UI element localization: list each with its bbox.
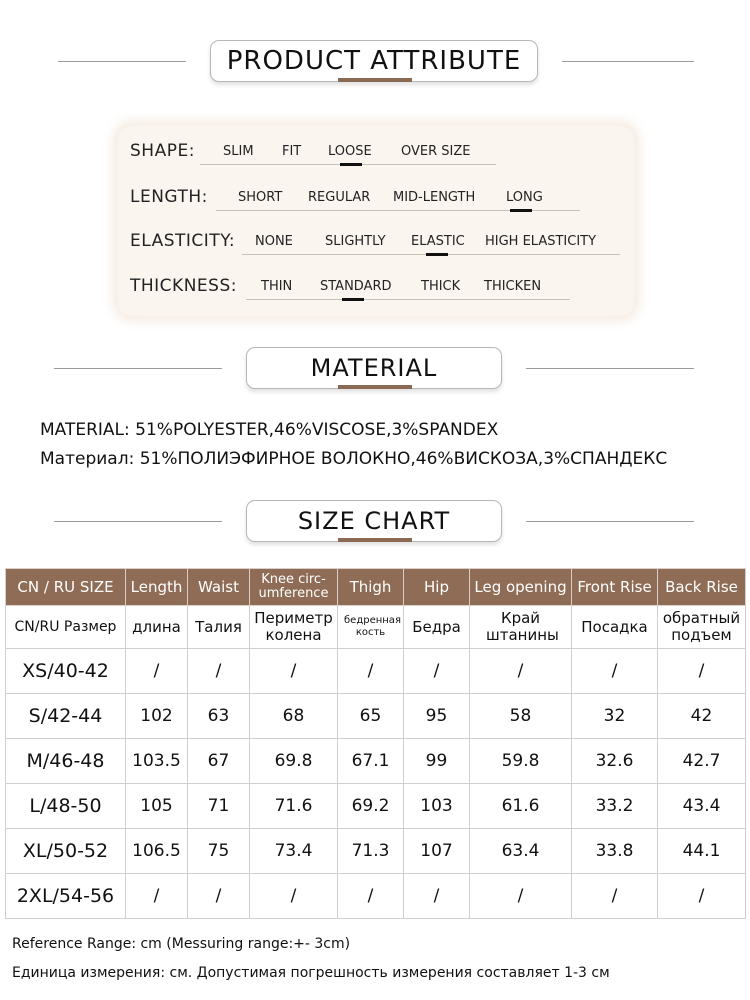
size-cell: 2XL/54-56 — [6, 874, 126, 919]
elasticity-option-none: NONE — [255, 234, 293, 249]
header-ru-leg-opening: Край штанины — [470, 606, 572, 649]
section-title: MATERIAL — [246, 347, 502, 389]
size-cell: XS/40-42 — [6, 649, 126, 694]
table-cell: 95 — [404, 694, 470, 739]
header-ru-front-rise: Посадка — [572, 606, 658, 649]
table-cell: 43.4 — [658, 784, 746, 829]
table-cell: / — [404, 649, 470, 694]
size-chart-table — [5, 568, 746, 919]
shape-option-slim: SLIM — [223, 144, 254, 159]
table-cell: 106.5 — [126, 829, 188, 874]
attribute-panel — [118, 126, 634, 316]
table-cell: 44.1 — [658, 829, 746, 874]
reference-range-en: Reference Range: cm (Messuring range:+- 3cm) — [12, 936, 351, 952]
table-cell: 61.6 — [470, 784, 572, 829]
row-rule — [246, 299, 570, 300]
table-row — [6, 829, 746, 874]
length-option-mid-length: MID-LENGTH — [393, 190, 476, 205]
table-cell: 68 — [250, 694, 338, 739]
table-cell: 58 — [470, 694, 572, 739]
header-waist: Waist — [188, 569, 250, 606]
thickness-option-thicken: THICKEN — [484, 279, 542, 294]
table-cell: / — [188, 649, 250, 694]
elasticity-label: ELASTICITY: — [130, 231, 236, 251]
header-back-rise: Back Rise — [658, 569, 746, 606]
elasticity-option-elastic: ELASTIC — [411, 234, 465, 249]
header-hip: Hip — [404, 569, 470, 606]
material-en-value: 51%POLYESTER,46%VISCOSE,3%SPANDEX — [135, 420, 499, 440]
header-ru-hip: Бедра — [404, 606, 470, 649]
header-divider-right — [562, 61, 694, 62]
elasticity-option-slightly: SLIGHTLY — [325, 234, 386, 249]
thickness-option-thick: THICK — [421, 279, 461, 294]
table-cell: 63.4 — [470, 829, 572, 874]
header-knee: Knee circ-umference — [250, 569, 338, 606]
table-cell: / — [470, 874, 572, 919]
title-accent-bar — [338, 385, 412, 389]
reference-range-ru: Единица измерения: см. Допустимая погрешность измерения составляет 1-3 см — [12, 965, 610, 981]
table-cell: / — [126, 874, 188, 919]
product-attribute-header — [0, 40, 750, 84]
elasticity-selected-marker — [426, 253, 448, 256]
section-title: SIZE CHART — [246, 500, 502, 542]
table-row — [6, 784, 746, 829]
table-cell: 32 — [572, 694, 658, 739]
table-cell: 99 — [404, 739, 470, 784]
header-leg-opening: Leg opening — [470, 569, 572, 606]
table-cell: 42.7 — [658, 739, 746, 784]
table-cell: 102 — [126, 694, 188, 739]
elasticity-option-high-elasticity: HIGH ELASTICITY — [485, 234, 597, 249]
length-selected-marker — [510, 209, 532, 212]
header-divider-right — [526, 521, 694, 522]
table-cell: / — [250, 649, 338, 694]
table-cell: / — [470, 649, 572, 694]
header-size: CN / RU SIZE — [6, 569, 126, 606]
thickness-option-standard: STANDARD — [320, 279, 392, 294]
length-option-regular: REGULAR — [308, 190, 371, 205]
header-ru-length: длина — [126, 606, 188, 649]
shape-option-over-size: OVER SIZE — [401, 144, 471, 159]
table-cell: / — [338, 649, 404, 694]
table-cell: / — [126, 649, 188, 694]
material-en-label: MATERIAL: — [40, 420, 130, 440]
table-cell: / — [188, 874, 250, 919]
table-cell: 67 — [188, 739, 250, 784]
table-cell: 69.8 — [250, 739, 338, 784]
table-cell: / — [658, 649, 746, 694]
length-option-long: LONG — [506, 190, 543, 205]
thickness-selected-marker — [342, 298, 364, 301]
size-cell: L/48-50 — [6, 784, 126, 829]
shape-row — [118, 135, 634, 165]
material-en-line — [40, 420, 498, 440]
material-ru-value: 51%ПОЛИЭФИРНОЕ ВОЛОКНО,46%ВИСКОЗА,3%СПАНДЕКС — [139, 449, 668, 469]
table-cell: 103 — [404, 784, 470, 829]
section-title: PRODUCT ATTRIBUTE — [210, 40, 538, 82]
table-cell: 71.3 — [338, 829, 404, 874]
table-cell: 71 — [188, 784, 250, 829]
material-header — [0, 347, 750, 391]
size-cell: S/42-44 — [6, 694, 126, 739]
table-row — [6, 739, 746, 784]
table-row — [6, 649, 746, 694]
table-cell: 107 — [404, 829, 470, 874]
material-ru-label: Материал: — [40, 449, 135, 469]
header-divider-left — [58, 61, 186, 62]
thickness-label: THICKNESS: — [130, 276, 237, 296]
length-option-short: SHORT — [238, 190, 283, 205]
header-divider-left — [54, 368, 222, 369]
shape-label: SHAPE: — [130, 141, 195, 161]
title-accent-bar — [338, 538, 412, 542]
table-cell: / — [338, 874, 404, 919]
table-cell: 32.6 — [572, 739, 658, 784]
header-ru-back-rise: обратный подъем — [658, 606, 746, 649]
table-header-ru-row — [6, 606, 746, 649]
table-row — [6, 874, 746, 919]
header-thigh: Thigh — [338, 569, 404, 606]
thickness-option-thin: THIN — [261, 279, 293, 294]
table-cell: 105 — [126, 784, 188, 829]
header-ru-size: CN/RU Размер — [6, 606, 126, 649]
table-cell: 67.1 — [338, 739, 404, 784]
table-cell: / — [658, 874, 746, 919]
table-cell: 103.5 — [126, 739, 188, 784]
header-ru-waist: Талия — [188, 606, 250, 649]
table-row — [6, 694, 746, 739]
table-cell: 69.2 — [338, 784, 404, 829]
header-divider-left — [54, 521, 222, 522]
table-cell: 73.4 — [250, 829, 338, 874]
table-cell: / — [404, 874, 470, 919]
header-length: Length — [126, 569, 188, 606]
table-cell: 33.2 — [572, 784, 658, 829]
thickness-row — [118, 270, 634, 300]
table-cell: 42 — [658, 694, 746, 739]
table-cell: / — [572, 874, 658, 919]
header-front-rise: Front Rise — [572, 569, 658, 606]
length-label: LENGTH: — [130, 187, 208, 207]
table-cell: / — [250, 874, 338, 919]
shape-option-loose: LOOSE — [328, 144, 372, 159]
table-cell: 63 — [188, 694, 250, 739]
table-cell: 75 — [188, 829, 250, 874]
title-accent-bar — [338, 78, 412, 82]
table-cell: 65 — [338, 694, 404, 739]
table-cell: 59.8 — [470, 739, 572, 784]
size-cell: M/46-48 — [6, 739, 126, 784]
header-divider-right — [526, 368, 694, 369]
shape-selected-marker — [340, 163, 362, 166]
length-row — [118, 181, 634, 211]
shape-option-fit: FIT — [282, 144, 302, 159]
header-ru-knee: Периметр колена — [250, 606, 338, 649]
table-cell: / — [572, 649, 658, 694]
material-ru-line — [40, 449, 667, 469]
table-cell: 71.6 — [250, 784, 338, 829]
table-header-row — [6, 569, 746, 606]
header-ru-thigh: бедренная кость — [338, 606, 404, 649]
size-cell: XL/50-52 — [6, 829, 126, 874]
table-cell: 33.8 — [572, 829, 658, 874]
elasticity-row — [118, 225, 634, 255]
size-chart-header — [0, 500, 750, 544]
